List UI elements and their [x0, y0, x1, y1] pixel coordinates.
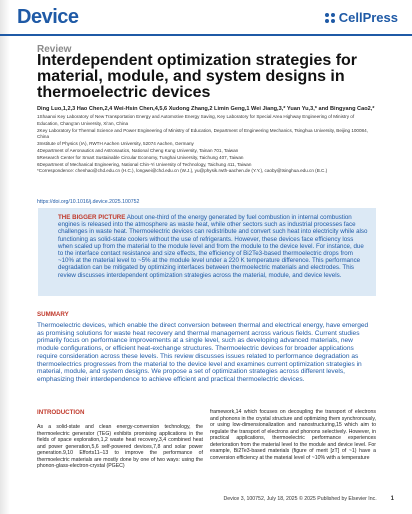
journal-title: Device — [17, 6, 79, 28]
summary-heading: SUMMARY — [37, 311, 69, 318]
article-title: Interdependent optimization strategies for material, module, and system designs in thermoelectric devices — [37, 52, 358, 101]
page-footer — [223, 496, 394, 502]
affiliation: 6Department of Mechanical Engineering, National Chin-Yi University of Technology, Taichung 411, Taiwan — [37, 161, 252, 167]
affiliations — [37, 114, 377, 175]
doi-link[interactable]: https://doi.org/10.1016/j.device.2025.100752 — [37, 199, 140, 205]
affiliation: 2Key Laboratory for Thermal Science and Power Engineering of Ministry of Education, Department of Engineering Mechanics, Tsinghua University, Beijing 100084, China — [37, 127, 368, 140]
article-type: Review — [37, 44, 72, 55]
introduction-heading: INTRODUCTION — [37, 409, 85, 416]
page-edge-shadow — [0, 0, 10, 514]
page-number: 1 — [390, 496, 394, 502]
introduction-left-column: As a solid-state and clean energy-conversion technology, the thermoelectric generator (TEG) exhibits promising applications in the fields of space exploration,1,2 waste heat recovery,3,4 combined heat and power generation,5,6 self-powered devices,7,8 and solar power generation.9,10 Efforts11–13 to improve the performance of thermoelectric materials are mostly done by one of two ways: using the phonon-glass-electron-crystal (PGEC) — [37, 424, 203, 469]
bigger-picture-label: THE BIGGER PICTURE — [58, 214, 126, 221]
affiliation: 3Institute of Physics (IA), RWTH Aachen University, 52074 Aachen, Germany — [37, 141, 194, 147]
publisher-name: CellPress — [338, 10, 398, 25]
bigger-picture-text: About one-third of the energy generated by fuel combustion in internal combustion engines is released into the atmosphere as waste heat, while other sectors such as industrial processes face challenges in waste heat. Thermoelectric devices can redistribute and convert such heat into electricity while also functioning as solid-state coolers without the use of refrigerants. However, these devices face efficiency loss when scaled up from the material to the module level and from the module to the device level. For instance, due to the interface contact resistance and size effects, the efficiency of Bi2Te3-based thermoelectric drops from ~10% at the material level to ~5% at the module level under a 220 K temperature difference. This performance degradation can be mitigated by optimizing interfaces between thermoelectric materials and electrodes. This review discusses interdependent optimization strategies across the material, module, and device levels. — [58, 214, 368, 279]
bigger-picture-box — [38, 208, 376, 296]
footer-citation: Device 3, 100752, July 18, 2025 © 2025 Published by Elsevier Inc. — [223, 496, 377, 502]
affiliation: 5Research Center for Smart Sustainable Circular Economy, Tunghai University, Taichung 407, Taiwan — [37, 154, 244, 160]
publisher-logo — [324, 10, 398, 25]
affiliation: 4Department of Aeronautics and Astronautics, National Cheng Kung University, Tainan 701, Taiwan — [37, 147, 239, 153]
affiliation: 1Shaanxi Key Laboratory of New Transportation Energy and Automotive Energy Saving, Key Laboratory for Special Area Highway Engineering of Ministry of Education, Chang’an University, Xi’an, China — [37, 114, 355, 126]
author-list: Ding Luo,1,2,3 Hao Chen,2,4 Wei-Hsin Chen,4,5,6 Xudong Zhang,2 Limin Geng,1 Wei Jiang,3,* Yuan Yu,3,* and Bingyang Cao2,* — [37, 106, 375, 112]
cellpress-logo-icon — [324, 12, 336, 24]
summary-text: Thermoelectric devices, which enable the direct conversion between thermal and electrical energy, have emerged as promising solutions for waste heat recovery and thermal management across various fields. Current studies primarily focus on performance improvements at a single level, such as developing advanced materials, new module configurations, or efficient heat-exchange structures. Thermoelectric devices for broader applications require consideration across these levels. This review discusses issues related to performance degradation as thermoelectrics progresses from the material to the device level and examines current optimization strategies in material, module, and system designs. We propose a set of optimization strategies across different levels, emphasizing their interdependence to achieve efficient and practical thermoelectric devices. — [37, 322, 369, 383]
introduction-right-column: framework,14 which focuses on decoupling the transport of electrons and phonons in the crystal structure and optimizing them synchronously, or using low-dimensionalization and nanostructuring,15 which aim to regulate the transport of electrons and phonons selectively. However, in practical applications, thermoelectric performance experiences deterioration from the material level to the module and device level. For example, Bi2Te3-based materials (figure of merit [zT] of ~1) have a conversion efficiency at the material level of ~10% with a temperature — [210, 409, 376, 461]
correspondence[interactable]: *Correspondence: chenhao@chd.edu.cn (H.C.), longwei@chd.edu.cn (W.J.), yu@physik.rwth-aachen.de (Y.Y.), caoby@tsinghua.edu.cn (B.C.) — [37, 168, 328, 174]
header-divider — [0, 34, 412, 36]
